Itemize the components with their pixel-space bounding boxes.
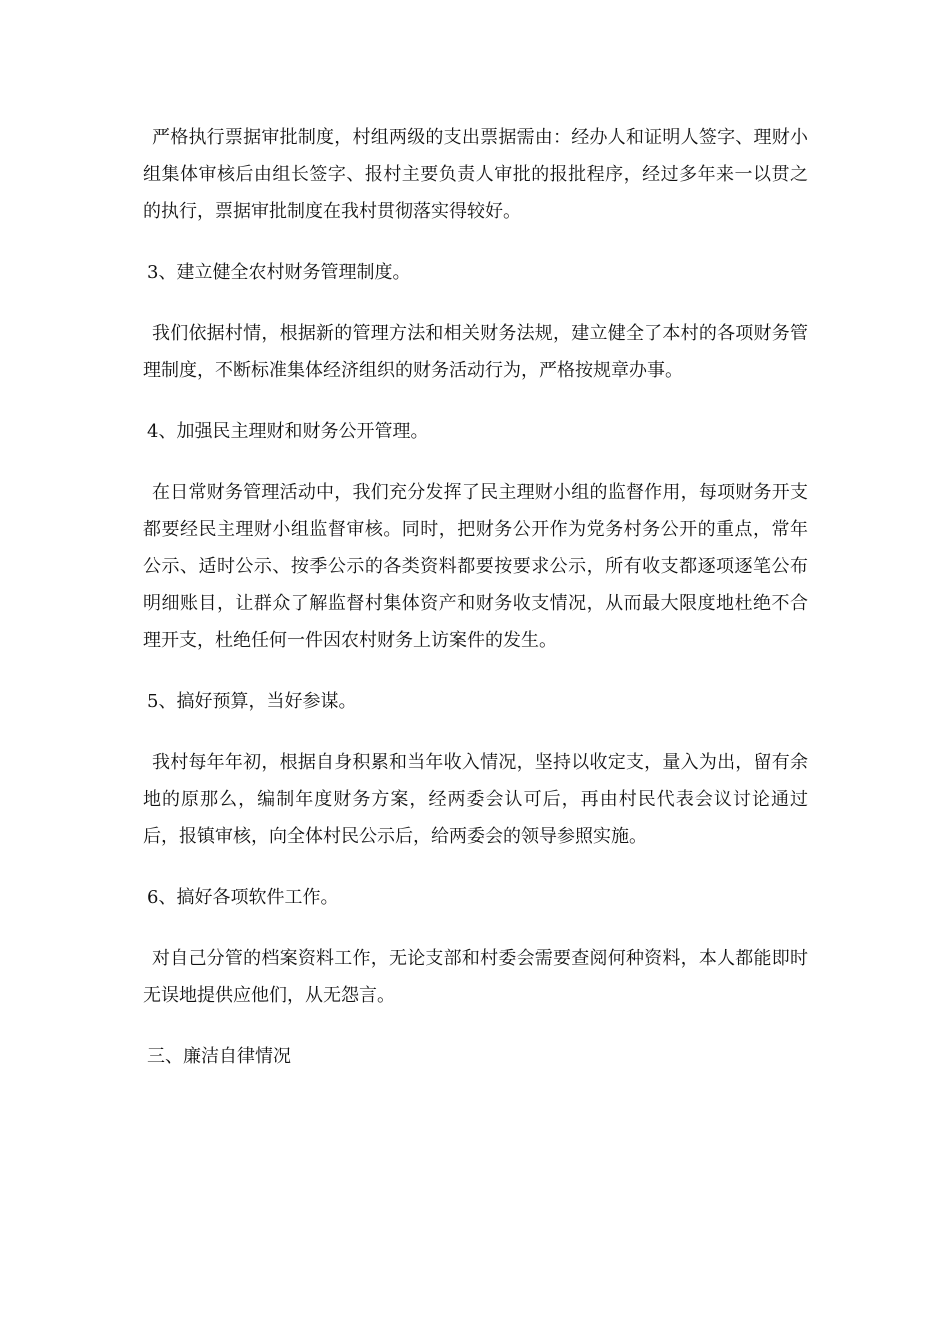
paragraph-budget: 我村每年年初，根据自身积累和当年收入情况，坚持以收定支，量入为出，留有余地的原那么，编制年度财务方案，经两委会认可后，再由村民代表会议讨论通过后，报镇审核，向全体村民公示后，给两委会的领导参照实施。 [143, 752, 808, 847]
document-body [143, 119, 808, 1099]
heading-5: 5、搞好预算，当好参谋。 [147, 691, 357, 712]
heading-section-3: 三、廉洁自律情况 [147, 1046, 291, 1067]
paragraph-democratic-finance: 在日常财务管理活动中，我们充分发挥了民主理财小组的监督作用，每项财务开支都要经民主理财小组监督审核。同时，把财务公开作为党务村务公开的重点，常年公示、适时公示、按季公示的各类资料都要按要求公示，所有收支都逐项逐笔公布明细账目，让群众了解监督村集体资产和财务收支情况，从而最大限度地杜绝不合理开支，杜绝任何一件因农村财务上访案件的发生。 [143, 482, 808, 651]
heading-6: 6、搞好各项软件工作。 [147, 887, 339, 908]
heading-4: 4、加强民主理财和财务公开管理。 [147, 421, 429, 442]
paragraph-bill-approval: 严格执行票据审批制度，村组两级的支出票据需由：经办人和证明人签字、理财小组集体审核后由组长签字、报村主要负责人审批的报批程序，经过多年来一以贯之的执行，票据审批制度在我村贯彻落实得较好。 [143, 127, 808, 222]
paragraph-software-work: 对自己分管的档案资料工作，无论支部和村委会需要查阅何种资料，本人都能即时无误地提供应他们，从无怨言。 [143, 948, 808, 1006]
paragraph-management-system: 我们依据村情，根据新的管理方法和相关财务法规，建立健全了本村的各项财务管理制度，不断标准集体经济组织的财务活动行为，严格按规章办事。 [143, 323, 808, 381]
heading-3: 3、建立健全农村财务管理制度。 [147, 262, 411, 283]
